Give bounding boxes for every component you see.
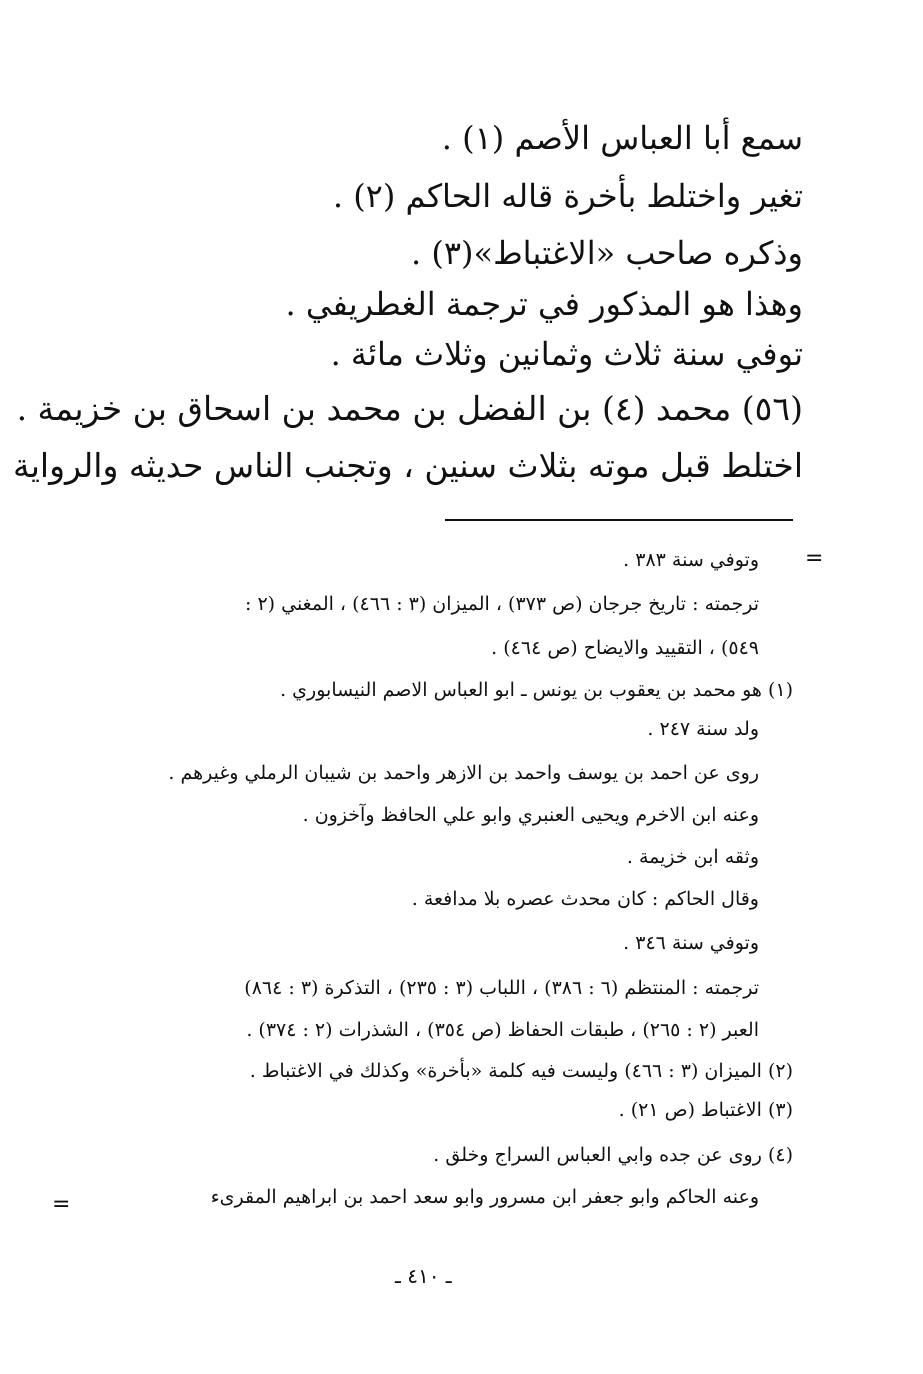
footnote-line: روى عن احمد بن يوسف واحمد بن الازهر واحمد بن شيبان الرملي وغيرهم . [168, 762, 759, 784]
main-text-line-6: (٥٦) محمد (٤) بن الفضل بن محمد بن اسحاق بن خزيمة . [16, 389, 803, 428]
page-number: ـ ٤١٠ ـ [395, 1264, 452, 1288]
main-text-line-1: سمع أبا العباس الأصم (١) . [441, 119, 803, 157]
footnote-line: وتوفي سنة ٣٤٦ . [623, 932, 759, 954]
footnote-line: (٤) روى عن جده وابي العباس السراج وخلق . [433, 1144, 793, 1166]
main-text-line-3: وذكره صاحب «الاغتباط»(٣) . [410, 234, 803, 272]
main-text-line-5: توفي سنة ثلاث وثمانين وثلاث مائة . [330, 335, 803, 373]
footnote-line: (١) هو محمد بن يعقوب بن يونس ـ ابو العباس الاصم النيسابوري . [280, 679, 793, 701]
main-text-line-4: وهذا هو المذكور في ترجمة الغطريفي . [285, 285, 803, 323]
main-text-line-2: تغير واختلط بأخرة قاله الحاكم (٢) . [332, 177, 803, 215]
footnote-line: العبر (٢ : ٢٦٥) ، طبقات الحفاظ (ص ٣٥٤) ، الشذرات (٢ : ٣٧٤) . [246, 1019, 759, 1041]
footnote-line: وعنه الحاكم وابو جعفر ابن مسرور وابو سعد احمد بن ابراهيم المقرىء [210, 1186, 759, 1208]
footnote-line: ترجمته : المنتظم (٦ : ٣٨٦) ، اللباب (٣ : ٢٣٥) ، التذكرة (٣ : ٨٦٤) [244, 977, 759, 999]
footnote-line: ولد سنة ٢٤٧ . [647, 718, 759, 740]
footnote-line: وعنه ابن الاخرم ويحيى العنبري وابو علي الحافظ وآخزون . [302, 804, 759, 826]
continuation-mark-top: = [805, 546, 824, 571]
footnote-line: ترجمته : تاريخ جرجان (ص ٣٧٣) ، الميزان (٣ : ٤٦٦) ، المغني (٢ : [244, 593, 759, 615]
footnote-line: وثقه ابن خزيمة . [626, 846, 759, 868]
footnote-line: (٢) الميزان (٣ : ٤٦٦) وليست فيه كلمة «بأخرة» وكذلك في الاغتباط . [249, 1060, 793, 1082]
main-text-line-7: اختلط قبل موته بثلاث سنين ، وتجنب الناس حديثه والرواية [13, 446, 803, 485]
footnote-line: وتوفي سنة ٣٨٣ . [623, 549, 759, 571]
footnote-line: وقال الحاكم : كان محدث عصره بلا مدافعة . [411, 888, 759, 910]
continuation-mark-bottom: = [52, 1192, 71, 1217]
footnote-line: (٣) الاغتباط (ص ٢١) . [618, 1099, 793, 1121]
footnote-line: ٥٤٩) ، التقييد والايضاح (ص ٤٦٤) . [491, 637, 759, 659]
footnote-divider [445, 519, 793, 521]
